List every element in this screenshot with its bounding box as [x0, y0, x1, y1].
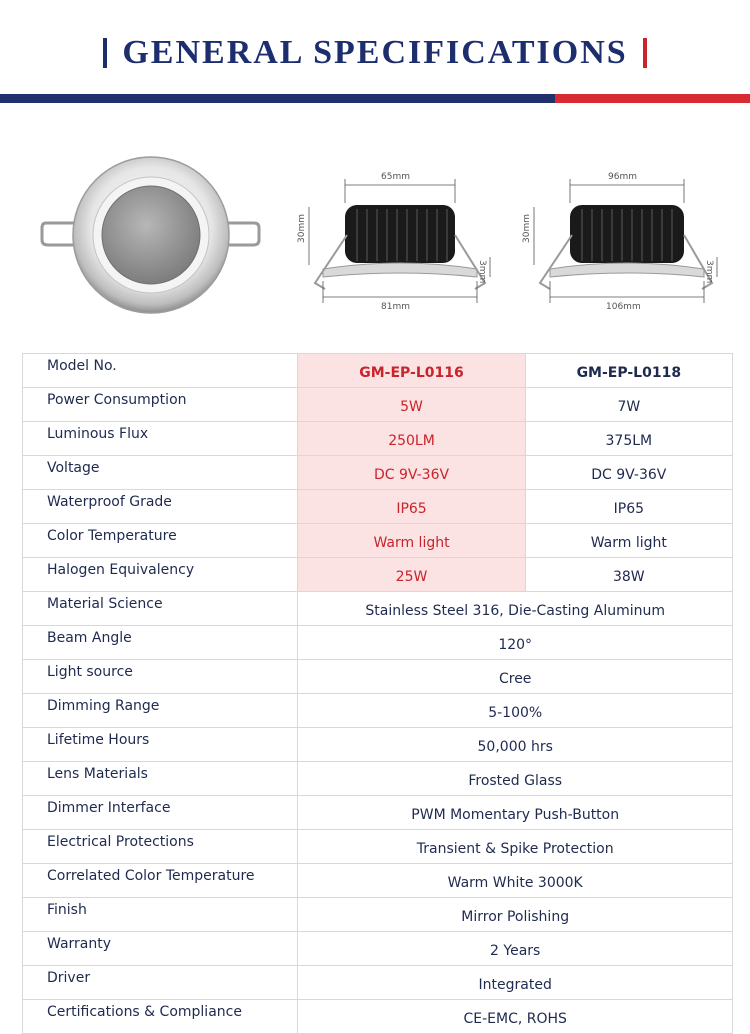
table-row: [23, 898, 733, 932]
page-header: [0, 0, 750, 106]
table-row: [23, 592, 733, 626]
model-1-value: 25W: [298, 558, 525, 592]
model-2-value: IP65: [525, 490, 732, 524]
row-label: Correlated Color Temperature: [23, 864, 298, 898]
row-label: Lens Materials: [23, 762, 298, 796]
model-2-value: 38W: [525, 558, 732, 592]
page-title: GENERAL SPECIFICATIONS: [122, 34, 628, 71]
row-label: Driver: [23, 966, 298, 1000]
row-label: Certifications & Compliance: [23, 1000, 298, 1034]
table-row: [23, 932, 733, 966]
model-1-value: 5W: [298, 388, 525, 422]
title-accent-right: [643, 38, 647, 68]
model-1-value: 250LM: [298, 422, 525, 456]
shared-value: 5-100%: [298, 694, 733, 728]
row-label: Finish: [23, 898, 298, 932]
table-row: [23, 864, 733, 898]
shared-value: 50,000 hrs: [298, 728, 733, 762]
title-accent-left: [103, 38, 107, 68]
row-label: Waterproof Grade: [23, 490, 298, 524]
row-label: Light source: [23, 660, 298, 694]
table-row: [23, 694, 733, 728]
dim-side-large: 30mm: [522, 214, 532, 243]
product-front-image: [40, 155, 262, 325]
dim-edge-small: 3mm: [477, 260, 487, 284]
model-2-cell: GM-EP-L0118: [525, 354, 732, 388]
table-row: [23, 830, 733, 864]
row-label: Power Consumption: [23, 388, 298, 422]
row-label: Electrical Protections: [23, 830, 298, 864]
row-label: Beam Angle: [23, 626, 298, 660]
model-1-cell: GM-EP-L0116: [298, 354, 525, 388]
row-label: Color Temperature: [23, 524, 298, 558]
table-row: [23, 558, 733, 592]
title-wrap: [0, 34, 750, 72]
shared-value: Cree: [298, 660, 733, 694]
row-label: Dimming Range: [23, 694, 298, 728]
table-row: [23, 388, 733, 422]
shared-value: 120°: [298, 626, 733, 660]
shared-value: PWM Momentary Push-Button: [298, 796, 733, 830]
model-2-value: Warm light: [525, 524, 732, 558]
shared-value: Mirror Polishing: [298, 898, 733, 932]
model-2-value: 375LM: [525, 422, 732, 456]
row-label: Voltage: [23, 456, 298, 490]
row-label: Halogen Equivalency: [23, 558, 298, 592]
table-row: [23, 728, 733, 762]
shared-value: CE-EMC, ROHS: [298, 1000, 733, 1034]
row-label: Material Science: [23, 592, 298, 626]
model-2-value: 7W: [525, 388, 732, 422]
shared-value: 2 Years: [298, 932, 733, 966]
table-row: [23, 762, 733, 796]
table-row: [23, 660, 733, 694]
table-row: [23, 524, 733, 558]
shared-value: Transient & Spike Protection: [298, 830, 733, 864]
product-side-diagram-large: [520, 165, 735, 315]
dim-top-large: 96mm: [608, 172, 637, 182]
table-row: [23, 626, 733, 660]
model-1-value: Warm light: [298, 524, 525, 558]
dim-top-small: 65mm: [381, 172, 410, 182]
row-label: Warranty: [23, 932, 298, 966]
table-row-model: [23, 354, 733, 388]
table-row: [23, 490, 733, 524]
row-label: Dimmer Interface: [23, 796, 298, 830]
row-label: Luminous Flux: [23, 422, 298, 456]
shared-value: Frosted Glass: [298, 762, 733, 796]
row-label: Lifetime Hours: [23, 728, 298, 762]
shared-value: Stainless Steel 316, Die-Casting Aluminum: [298, 592, 733, 626]
spec-table: [22, 353, 733, 1034]
dim-side-small: 30mm: [297, 214, 307, 243]
table-row: [23, 1000, 733, 1034]
table-row: [23, 796, 733, 830]
dim-edge-large: 3mm: [704, 260, 714, 284]
spec-table-body: [23, 354, 733, 1034]
header-stripe-red: [555, 94, 750, 103]
shared-value: Warm White 3000K: [298, 864, 733, 898]
table-row: [23, 422, 733, 456]
shared-value: Integrated: [298, 966, 733, 1000]
model-2-value: DC 9V-36V: [525, 456, 732, 490]
dim-bottom-small: 81mm: [381, 302, 410, 312]
table-row: [23, 456, 733, 490]
row-label: Model No.: [23, 354, 298, 388]
header-stripe-blue: [0, 94, 555, 103]
dim-bottom-large: 106mm: [606, 302, 641, 312]
model-1-value: DC 9V-36V: [298, 456, 525, 490]
model-1-value: IP65: [298, 490, 525, 524]
product-side-diagram-small: [295, 165, 510, 315]
